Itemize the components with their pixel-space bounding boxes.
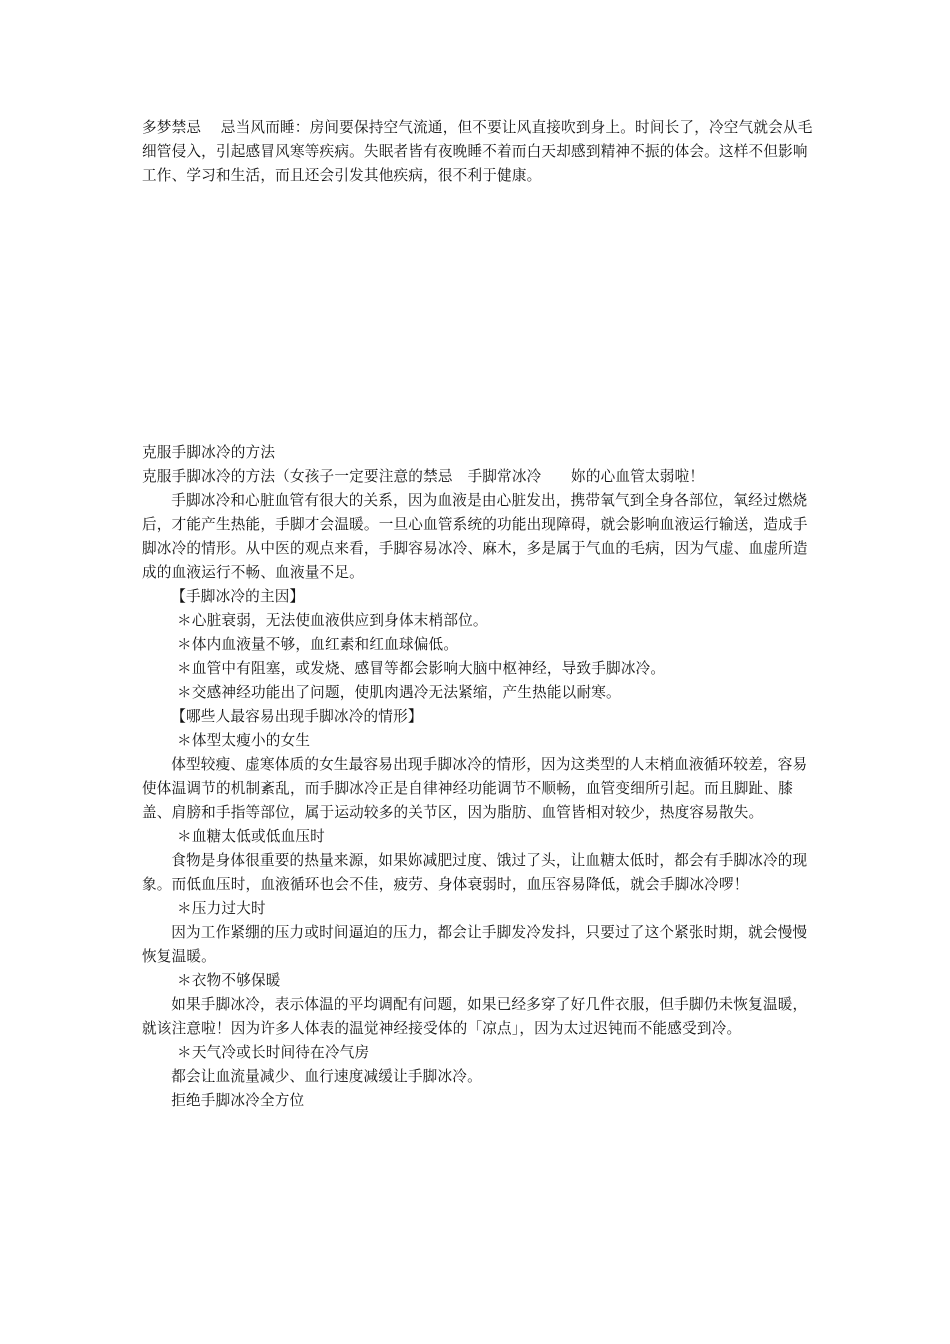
article-intro-paragraph: 手脚冰冷和心脏血管有很大的关系，因为血液是由心脏发出，携带氧气到全身各部位，氧经过燃烧后，才能产生热能，手脚才会温暖。一旦心血管系统的功能出现障碍，就会影响血液运行输送，造成手脚冰冷的情形。从中医的观点来看，手脚容易冰冷、麻木，多是属于气血的毛病，因为气虚、血虚所造成的血液运行不畅、血液量不足。 bbox=[142, 492, 808, 581]
intro-section bbox=[142, 116, 814, 188]
cause-item: ＊血管中有阻塞，或发烧、感冒等都会影响大脑中枢神经，导致手脚冰冷。 bbox=[177, 660, 666, 677]
group-paragraph: 体型较瘦、虚寒体质的女生最容易出现手脚冰冷的情形，因为这类型的人末梢血液循环较差，容易使体温调节的机制紊乱，而手脚冰冷正是自律神经功能调节不顺畅，血管变细所引起。而且脚趾、膝盖、肩膀和手指等部位，属于运动较多的关节区，因为脂肪、血管皆相对较少，热度容易散失。 bbox=[142, 756, 808, 821]
group-paragraph: 都会让血流量减少、血行速度减缓让手脚冰冷。 bbox=[171, 1068, 482, 1085]
group-heading: ＊压力过大时 bbox=[177, 900, 266, 917]
cause-item: ＊交感神经功能出了问题，使肌肉遇冷无法紧缩，产生热能以耐寒。 bbox=[177, 684, 621, 701]
group-heading: ＊衣物不够保暖 bbox=[177, 972, 281, 989]
cause-item: ＊心脏衰弱，无法使血液供应到身体末梢部位。 bbox=[177, 612, 488, 629]
closing-heading: 拒绝手脚冰冷全方位 bbox=[171, 1092, 305, 1109]
article-section bbox=[142, 441, 814, 1113]
group-paragraph: 因为工作紧绷的压力或时间逼迫的压力，都会让手脚发冷发抖，只要过了这个紧张时期，就会慢慢恢复温暖。 bbox=[142, 924, 808, 965]
article-subtitle: 克服手脚冰冷的方法（女孩子一定要注意的禁忌 手脚常冰冷 妳的心血管太弱啦！ bbox=[142, 468, 705, 485]
cause-item: ＊体内血液量不够，血红素和红血球偏低。 bbox=[177, 636, 459, 653]
causes-heading: 【手脚冰冷的主因】 bbox=[171, 588, 305, 605]
groups-heading: 【哪些人最容易出现手脚冰冷的情形】 bbox=[171, 708, 423, 725]
group-paragraph: 食物是身体很重要的热量来源，如果妳减肥过度、饿过了头，让血糖太低时，都会有手脚冰冷的现象。而低血压时，血液循环也会不佳，疲劳、身体衰弱时，血压容易降低，就会手脚冰冷啰！ bbox=[142, 852, 808, 893]
group-heading: ＊血糖太低或低血压时 bbox=[177, 828, 325, 845]
group-heading: ＊天气冷或长时间待在冷气房 bbox=[177, 1044, 370, 1061]
intro-paragraph: 多梦禁忌 忌当风而睡：房间要保持空气流通，但不要让风直接吹到身上。时间长了，冷空气就会从毛细管侵入，引起感冒风寒等疾病。失眠者皆有夜晚睡不着而白天却感到精神不振的体会。这样不但影响工作、学习和生活，而且还会引发其他疾病，很不利于健康。 bbox=[142, 119, 813, 184]
group-paragraph: 如果手脚冰冷，表示体温的平均调配有问题，如果已经多穿了好几件衣服，但手脚仍未恢复温暖，就该注意啦！因为许多人体表的温觉神经接受体的「凉点」，因为太过迟钝而不能感受到冷。 bbox=[142, 996, 808, 1037]
article-title: 克服手脚冰冷的方法 bbox=[142, 444, 276, 461]
group-heading: ＊体型太瘦小的女生 bbox=[177, 732, 311, 749]
